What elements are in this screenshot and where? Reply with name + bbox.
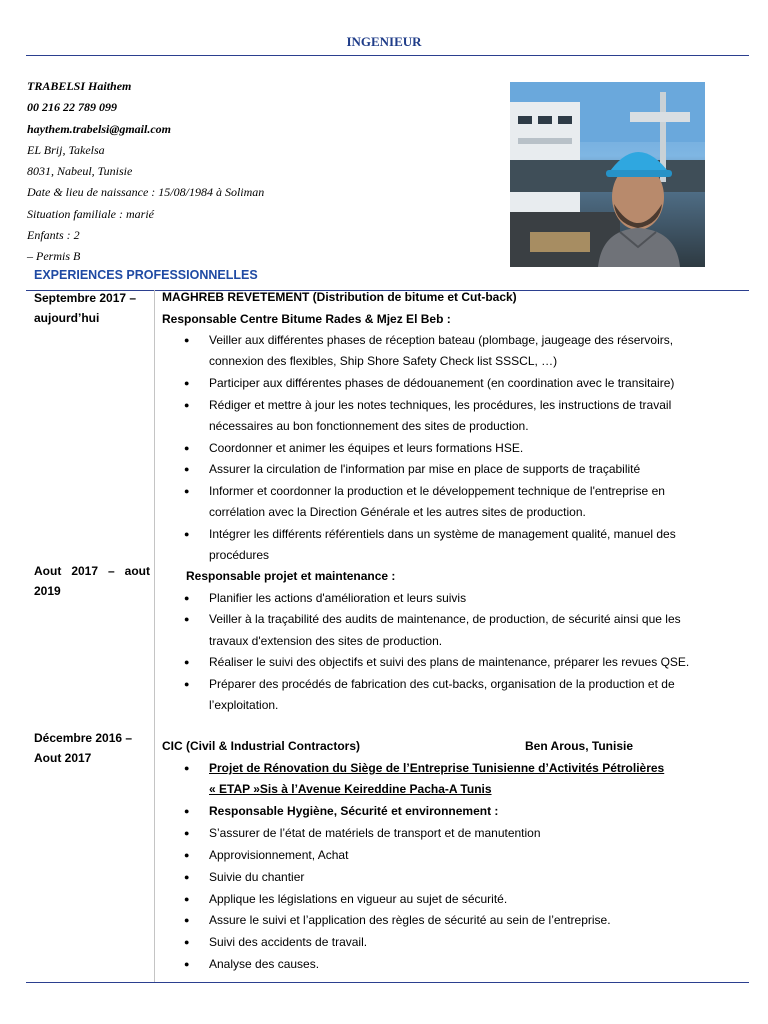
bullet-dot: ● <box>184 529 190 539</box>
exp3-company: CIC (Civil & Industrial Contractors) <box>162 739 361 753</box>
exp1-date-line1: Septembre 2017 – <box>34 291 137 305</box>
birth-info: Date & lieu de naissance : 15/08/1984 à Soliman <box>27 185 265 200</box>
bullet-dot: ● <box>184 959 190 969</box>
exp1-task-3-line1: Rédiger et mettre à jour les notes techniques, les procédures, les instructions de travail <box>209 398 672 412</box>
document-title: INGENIEUR <box>346 34 422 49</box>
address-line-2: 8031, Nabeul, Tunisie <box>27 164 133 179</box>
bottom-divider <box>26 982 749 983</box>
bullet-dot: ● <box>184 894 190 904</box>
address-line-1: EL Brij, Takelsa <box>27 142 105 157</box>
exp1-role: Responsable Centre Bitume Rades & Mjez El Beb : <box>162 312 451 326</box>
exp2-task-4-line1: Préparer des procédés de fabrication des cut-backs, organisation de la production et de <box>209 677 675 691</box>
exp1-task-6-line2: corrélation avec la Direction Générale et les autres sites de production. <box>209 505 586 519</box>
exp2-task-4-line2: l’exploitation. <box>209 698 279 712</box>
exp2-task-2-line1: Veiller à la traçabilité des audits de maintenance, de production, de sécurité ainsi que les <box>209 612 681 626</box>
bullet-dot: ● <box>184 378 190 388</box>
exp1-task-5: Assurer la circulation de l'information par mise en place de supports de traçabilité <box>209 462 641 476</box>
bullet-dot: ● <box>184 593 190 603</box>
person-phone: 00 216 22 789 099 <box>27 100 117 115</box>
bullet-dot: ● <box>184 443 190 453</box>
bullet-dot: ● <box>184 850 190 860</box>
bullet-dot: ● <box>184 400 190 410</box>
bullet-dot: ● <box>184 486 190 496</box>
exp2-date-line2: 2019 <box>34 584 61 598</box>
exp3-task-5: Assure le suivi et l’application des règles de sécurité au sein de l’entreprise. <box>209 913 611 927</box>
exp2-task-1: Planifier les actions d'amélioration et leurs suivis <box>209 591 467 605</box>
bullet-dot: ● <box>184 679 190 689</box>
exp3-task-6: Suivi des accidents de travail. <box>209 935 368 949</box>
profile-photo <box>510 82 705 267</box>
bullet-dot: ● <box>184 806 190 816</box>
bullet-dot: ● <box>184 335 190 345</box>
exp3-project-line2: « ETAP »Sis à l’Avenue Keireddine Pacha-A Tunis <box>209 782 492 796</box>
exp3-role: Responsable Hygiène, Sécurité et environnement : <box>209 804 499 818</box>
exp1-date <box>34 288 150 328</box>
top-divider <box>26 55 749 56</box>
exp1-date-line2: aujourd’hui <box>34 311 100 325</box>
exp3-task-7: Analyse des causes. <box>209 957 320 971</box>
exp1-task-1-line1: Veiller aux différentes phases de réception bateau (plombage, jaugeage des réservoirs, <box>209 333 674 347</box>
exp1-task-4: Coordonner et animer les équipes et leurs formations HSE. <box>209 441 524 455</box>
exp2-date-line1: Aout 2017 – aout <box>34 564 150 578</box>
person-email[interactable]: haythem.trabelsi@gmail.com <box>27 121 171 136</box>
bullet-dot: ● <box>184 828 190 838</box>
exp3-location: Ben Arous, Tunisie <box>525 739 634 753</box>
exp3-task-1: S’assurer de l’état de matériels de transport et de manutention <box>209 826 541 840</box>
bullet-dot: ● <box>184 763 190 773</box>
exp1-company: MAGHREB REVETEMENT (Distribution de bitume et Cut-back) <box>162 290 517 304</box>
exp1-task-3-line2: nécessaires au bon fonctionnement des sites de production. <box>209 419 529 433</box>
exp1-task-6-line1: Informer et coordonner la production et le développement technique de l'entreprise en <box>209 484 665 498</box>
bullet-dot: ● <box>184 872 190 882</box>
exp2-role: Responsable projet et maintenance : <box>186 569 396 583</box>
exp3-date <box>34 728 150 768</box>
bullet-dot: ● <box>184 657 190 667</box>
exp2-date <box>34 561 150 601</box>
driving-license: – Permis B <box>27 249 81 264</box>
exp3-date-line2: Aout 2017 <box>34 751 92 765</box>
column-divider <box>154 290 155 982</box>
section-title-experience: EXPERIENCES PROFESSIONNELLES <box>34 268 258 282</box>
exp1-task-1-line2: connexion des flexibles, Ship Shore Safety Check list SSSCL, …) <box>209 354 558 368</box>
photo-illustration <box>510 82 705 267</box>
bullet-dot: ● <box>184 614 190 624</box>
children-count: Enfants : 2 <box>27 228 80 243</box>
exp1-task-7-line2: procédures <box>209 548 270 562</box>
exp3-task-4: Applique les législations en vigueur au sujet de sécurité. <box>209 892 508 906</box>
exp3-task-3: Suivie du chantier <box>209 870 305 884</box>
bullet-dot: ● <box>184 464 190 474</box>
bullet-dot: ● <box>184 937 190 947</box>
exp2-task-2-line2: travaux d'extension des sites de production. <box>209 634 443 648</box>
person-name: TRABELSI Haithem <box>27 79 132 93</box>
exp3-date-line1: Décembre 2016 – <box>34 731 133 745</box>
exp3-task-2: Approvisionnement, Achat <box>209 848 349 862</box>
exp2-task-3: Réaliser le suivi des objectifs et suivi des plans de maintenance, préparer les revues QSE. <box>209 655 690 669</box>
exp1-task-2: Participer aux différentes phases de dédouanement (en coordination avec le transitaire) <box>209 376 675 390</box>
exp1-task-7-line1: Intégrer les différents référentiels dans un système de management qualité, manuel des <box>209 527 676 541</box>
bullet-dot: ● <box>184 915 190 925</box>
personal-info <box>27 76 497 268</box>
exp3-project-line1: Projet de Rénovation du Siège de l’Entreprise Tunisienne d’Activités Pétrolières <box>209 761 665 775</box>
family-status: Situation familiale : marié <box>27 206 154 221</box>
